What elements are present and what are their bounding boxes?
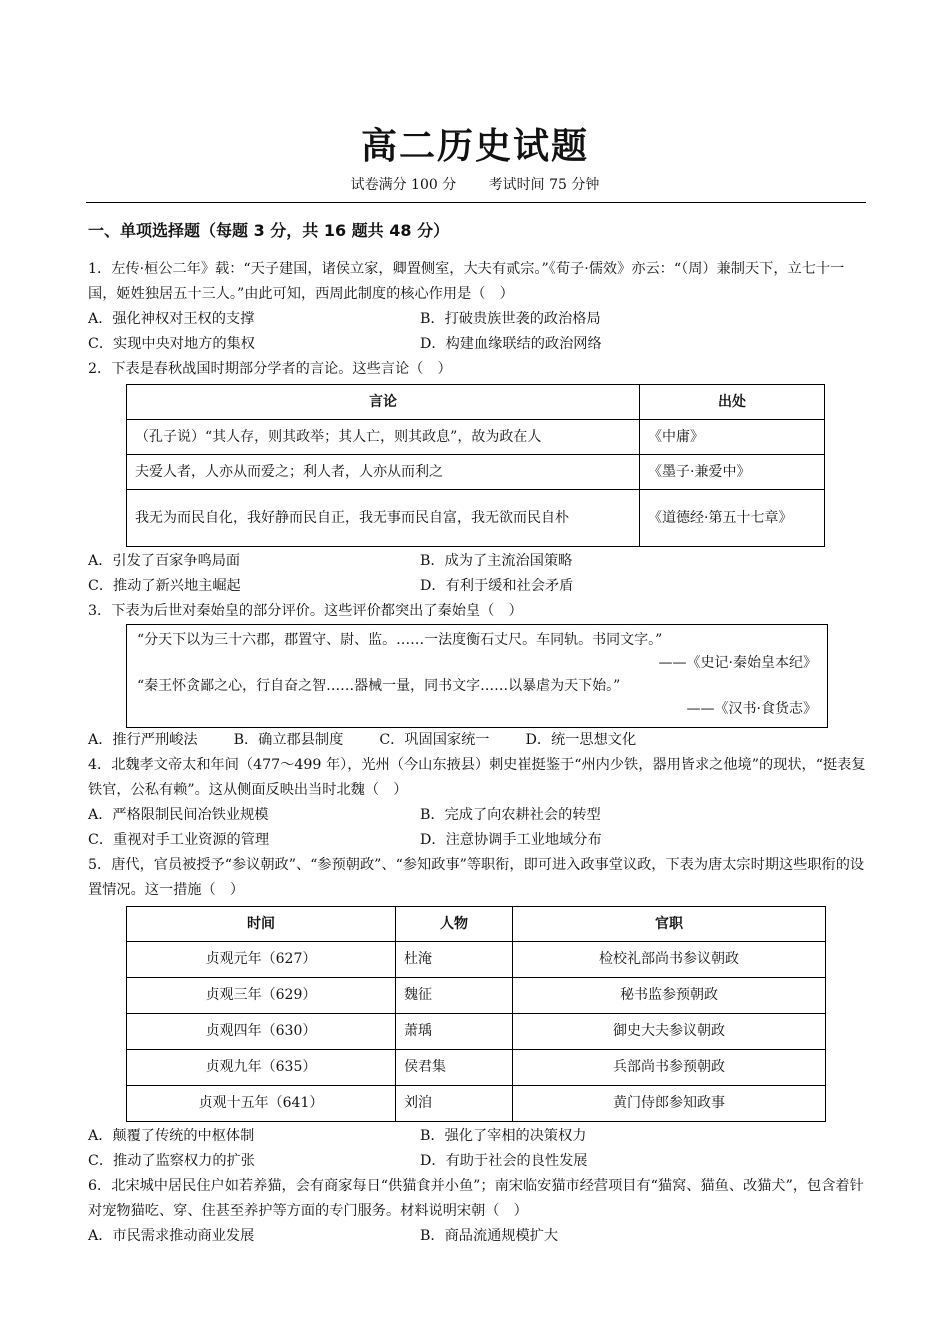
table-row — [127, 490, 825, 547]
question-5-options — [88, 1124, 868, 1174]
option: A．市民需求推动商业发展 — [88, 1228, 255, 1244]
option: A．强化神权对王权的支撑 — [88, 311, 255, 327]
option: C．巩固国家统一 — [379, 732, 490, 748]
option: A．颠覆了传统的中枢体制 — [88, 1128, 255, 1144]
questions-body — [88, 257, 868, 1249]
table-cell: 夫爱人者，人亦从而爱之；利人者，人亦从而利之 — [127, 455, 640, 490]
table-cell: （孔子说）“其人存，则其政举；其人亡，则其政息”，故为政在人 — [127, 420, 640, 455]
table-cell: 萧瑀 — [396, 1014, 513, 1050]
option: B．强化了宰相的决策权力 — [420, 1128, 587, 1144]
table-header-row — [127, 907, 826, 942]
header-divider — [86, 202, 866, 203]
option: C．推动了监察权力的扩张 — [88, 1153, 255, 1169]
table-header-row — [127, 385, 825, 420]
option: C．实现中央对地方的集权 — [88, 336, 255, 352]
option: D．注意协调手工业地域分布 — [420, 832, 602, 848]
option: B．商品流通规模扩大 — [420, 1228, 559, 1244]
table-row — [127, 455, 825, 490]
question-5-table — [126, 906, 826, 1122]
table-cell: 贞观元年（627） — [127, 942, 396, 978]
quote-text: “分天下以为三十六郡，郡置守、尉、监。……一法度衡石丈尺。车同轨。书同文字。” — [137, 632, 663, 648]
option: D．有利于缓和社会矛盾 — [420, 578, 574, 594]
table-row — [127, 942, 826, 978]
option: D．统一思想文化 — [525, 732, 637, 748]
table-row — [127, 978, 826, 1014]
quote-text: “秦王怀贪鄙之心，行自奋之智……器械一量，同书文字……以暴虐为天下始。” — [137, 678, 621, 694]
table-cell: 御史大夫参议朝政 — [513, 1014, 826, 1050]
option: D．有助于社会的良性发展 — [420, 1153, 588, 1169]
table-row — [127, 1014, 826, 1050]
table-cell: 侯君集 — [396, 1050, 513, 1086]
table-cell: 《墨子·兼爱中》 — [640, 455, 825, 490]
table-cell: 黄门侍郎参知政事 — [513, 1086, 826, 1122]
table-header: 言论 — [127, 385, 640, 420]
full-score-text: 试卷满分 100 分 — [350, 177, 457, 193]
option: D．构建血缘联结的政治网络 — [420, 336, 602, 352]
question-2-stem: 2．下表是春秋战国时期部分学者的言论。这些言论（ ） — [88, 361, 452, 377]
question-4-stem: 4．北魏孝文帝太和年间（477～499 年），光州（今山东掖县）刺史崔挺鉴于“州内少铁，器用皆求之他境”的现状，“挺表复铁官，公私有赖”。这从侧面反映出当时北魏（ ） — [88, 757, 866, 798]
question-4-options — [88, 803, 868, 853]
quote-source: ——《史记·秦始皇本纪》 — [658, 655, 817, 671]
table-cell: 检校礼部尚书参议朝政 — [513, 942, 826, 978]
table-cell: 秘书监参预朝政 — [513, 978, 826, 1014]
option: A．引发了百家争鸣局面 — [88, 553, 241, 569]
option: B．成为了主流治国策略 — [420, 553, 573, 569]
option: A．推行严刑峻法 — [88, 732, 198, 748]
table-header: 人物 — [396, 907, 513, 942]
question-2-options — [88, 549, 868, 599]
table-cell: 《中庸》 — [640, 420, 825, 455]
table-cell: 魏征 — [396, 978, 513, 1014]
question-1-options — [88, 307, 868, 357]
table-cell: 贞观十五年（641） — [127, 1086, 396, 1122]
exam-time-text: 考试时间 75 分钟 — [488, 177, 600, 193]
table-header: 官职 — [513, 907, 826, 942]
question-3-stem: 3．下表为后世对秦始皇的部分评价。这些评价都突出了秦始皇（ ） — [88, 603, 523, 619]
table-cell: 刘洎 — [396, 1086, 513, 1122]
page-title: 高二历史试题 — [360, 126, 589, 167]
option: A．严格限制民间冶铁业规模 — [88, 807, 269, 823]
quote-source: ——《汉书·食货志》 — [686, 701, 817, 717]
question-1-stem: 1．左传·桓公二年》载：“天子建国，诸侯立家，卿置侧室，大夫有贰宗。”《荀子·儒效》亦云：“（周）兼制天下，立七十一国，姬姓独居五十三人。”由此可知，西周此制度的核心作用是（ ） — [88, 261, 845, 302]
question-6-stem: 6．北宋城中居民住户如若养猫，会有商家每日“供猫食并小鱼”；南宋临安猫市经营项目有“猫窝、猫鱼、改猫犬”，包含着针对宠物猫吃、穿、住甚至养护等方面的专门服务。材料说明宋朝（ ） — [88, 1178, 864, 1219]
question-6-options — [88, 1224, 868, 1249]
option: B．打破贵族世袭的政治格局 — [420, 311, 601, 327]
table-row — [127, 1086, 826, 1122]
table-cell: 贞观四年（630） — [127, 1014, 396, 1050]
section-heading: 一、单项选择题（每题 3 分，共 16 题共 48 分） — [88, 221, 450, 240]
table-cell: 杜淹 — [396, 942, 513, 978]
option: C．推动了新兴地主崛起 — [88, 578, 241, 594]
option: B．完成了向农耕社会的转型 — [420, 807, 601, 823]
table-header: 时间 — [127, 907, 396, 942]
question-3-options — [88, 728, 868, 753]
option: C．重视对手工业资源的管理 — [88, 832, 270, 848]
exam-info — [0, 174, 950, 194]
table-row — [127, 420, 825, 455]
question-5-stem: 5．唐代，官员被授予“参议朝政”、“参预朝政”、“参知政事”等职衔，即可进入政事堂议政，下表为唐太宗时期这些职衔的设置情况。这一措施（ ） — [88, 857, 865, 898]
table-header: 出处 — [640, 385, 825, 420]
option: B．确立郡县制度 — [233, 732, 344, 748]
question-2-table — [126, 384, 825, 547]
question-3-quote-box — [126, 624, 828, 728]
table-cell: 贞观九年（635） — [127, 1050, 396, 1086]
table-row — [127, 1050, 826, 1086]
table-cell: 《道德经·第五十七章》 — [640, 490, 825, 547]
table-cell: 兵部尚书参预朝政 — [513, 1050, 826, 1086]
table-cell: 我无为而民自化，我好静而民自正，我无事而民自富，我无欲而民自朴 — [127, 490, 640, 547]
table-cell: 贞观三年（629） — [127, 978, 396, 1014]
